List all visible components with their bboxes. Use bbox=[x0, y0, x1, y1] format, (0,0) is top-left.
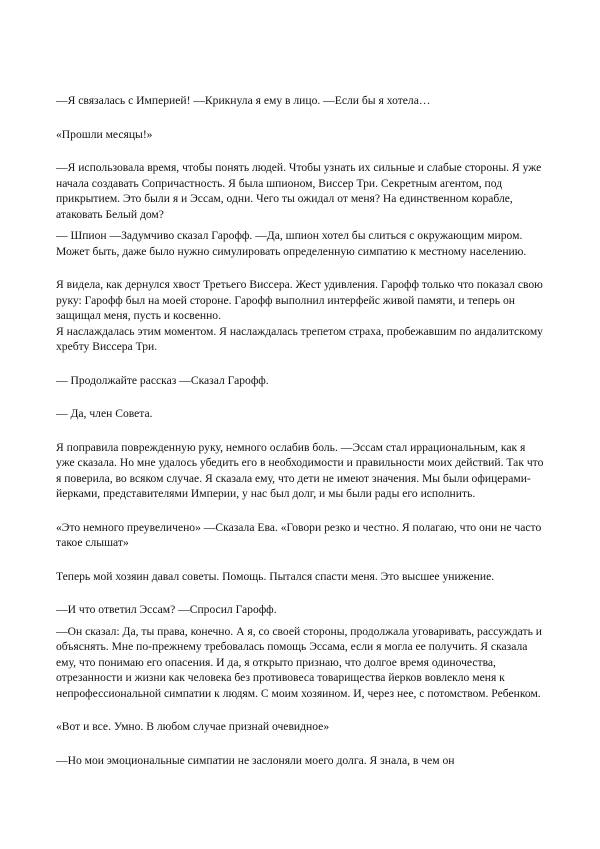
paragraph-6: Я наслаждалась этим моментом. Я наслаждалась трепетом страха, пробежавшим по андалитскому хребту Виссера Три. bbox=[56, 324, 543, 353]
paragraph-5: Я видела, как дернулся хвост Третьего Виссера. Жест удивления. Гарофф только что показал свою руку: Гарофф был на моей стороне. Гарофф выполнил интерфейс живой памяти, и теперь он защищал меня, пусть и косвенно. bbox=[56, 278, 543, 322]
paragraph-12: —И что ответил Эссам? —Спросил Гарофф. bbox=[56, 603, 277, 616]
paragraph-10: «Это немного преувеличено» —Сказала Ева. «Говори резко и честно. Я полагаю, что они не часто такое слышат» bbox=[56, 520, 542, 549]
paragraph-11: Теперь мой хозяин давал советы. Помощь. Пытался спасти меня. Это высшее унижение. bbox=[56, 569, 495, 583]
paragraph-1: —Я связалась с Империей! —Крикнула я ему в лицо. —Если бы я хотела… bbox=[56, 94, 431, 107]
paragraph-7: — Продолжайте рассказ —Сказал Гарофф. bbox=[56, 373, 269, 387]
paragraph-9: Я поправила поврежденную руку, немного ослабив боль. —Эссам стал иррациональным, как я уже сказала. Но мне удалось убедить его в необходимости и правильности моих действий. Так что я поверила, во всяком случае. Я сказала ему, что дети не имеют значения. Мы были офицерами-йерками, представителями Империи, у нас был долг, и мы были рады его исполнить. bbox=[56, 440, 544, 500]
paragraph-4: — Шпион —Задумчиво сказал Гарофф. —Да, шпион хотел бы слиться с окружающим миром. Может быть, даже было нужно симулировать определенную симпатию к местному населению. bbox=[56, 229, 527, 258]
paragraph-3: —Я использовала время, чтобы понять людей. Чтобы узнать их сильные и слабые стороны. Я уже начала создавать Сопричастность. Я была шпионом, Виссер Три. Секретным агентом, под прикрытием. Это были я и Эссам, одни. Чего ты ожидал от меня? На единственном корабле, атаковать Белый дом? bbox=[56, 161, 542, 221]
paragraph-14: «Вот и все. Умно. В любом случае признай очевидное» bbox=[56, 720, 330, 733]
paragraph-13: —Он сказал: Да, ты права, конечно. А я, со своей стороны, продолжала уговаривать, рассуждать и объяснять. Мне по-прежнему требовалась помощь Эссама, если я могла ее получить. Я сказала ему, что понимаю его опасения. И да, я открыто признаю, что долгое время одиночества, отрезанности и жизни как человека без противовеса товарищества йерков вовлекло меня к непрофессиональной симпатии к людям. С моим хозяином. И, через нее, с потомством. Ребенком. bbox=[56, 624, 542, 700]
paragraph-8: — Да, член Совета. bbox=[56, 407, 153, 420]
paragraph-15: —Но мои эмоциональные симпатии не заслоняли моего долга. Я знала, в чем он bbox=[56, 753, 455, 767]
paragraph-2: «Прошли месяцы!» bbox=[56, 127, 153, 141]
